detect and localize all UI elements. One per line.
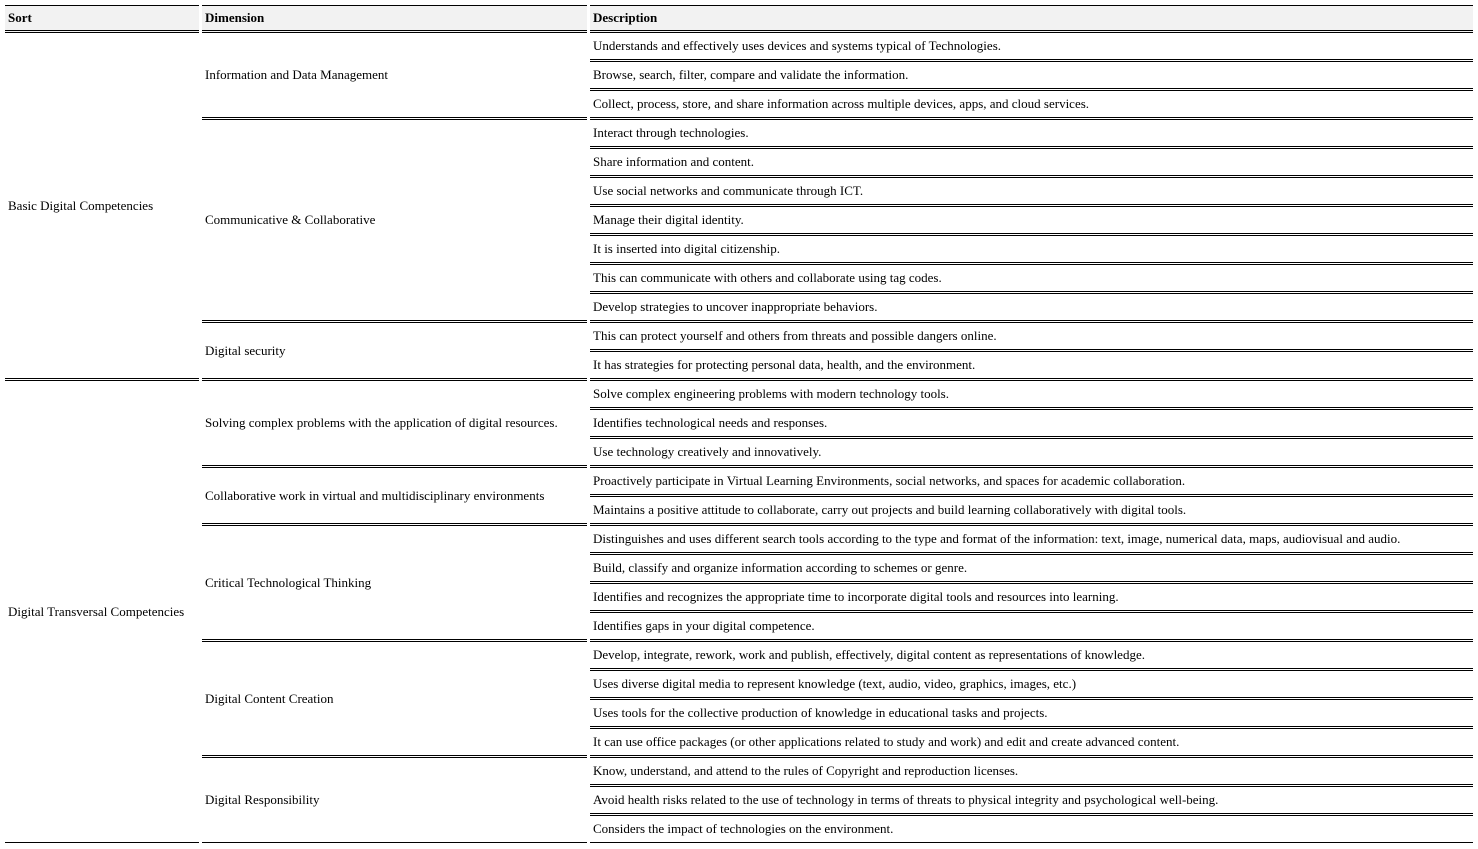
description-cell: Develop strategies to uncover inappropriate behaviors. xyxy=(590,294,1473,323)
description-cell: Uses tools for the collective production of knowledge in educational tasks and projects. xyxy=(590,700,1473,729)
dimension-cell: Information and Data Management xyxy=(202,33,587,120)
description-cell: Solve complex engineering problems with modern technology tools. xyxy=(590,381,1473,410)
description-cell: Use social networks and communicate through ICT. xyxy=(590,178,1473,207)
dimension-cell: Solving complex problems with the application of digital resources. xyxy=(202,381,587,468)
description-cell: Understands and effectively uses devices and systems typical of Technologies. xyxy=(590,33,1473,62)
table-row xyxy=(5,468,1473,497)
description-cell: Browse, search, filter, compare and validate the information. xyxy=(590,62,1473,91)
description-cell: This can communicate with others and collaborate using tag codes. xyxy=(590,265,1473,294)
header-row xyxy=(5,5,1473,33)
table-row xyxy=(5,758,1473,787)
competencies-table xyxy=(2,5,1476,843)
description-cell: Maintains a positive attitude to collaborate, carry out projects and build learning collaboratively with digital tools. xyxy=(590,497,1473,526)
description-cell: Identifies technological needs and responses. xyxy=(590,410,1473,439)
description-cell: It has strategies for protecting personal data, health, and the environment. xyxy=(590,352,1473,381)
dimension-cell: Critical Technological Thinking xyxy=(202,526,587,642)
sort-cell: Digital Transversal Competencies xyxy=(5,381,199,843)
description-cell: Share information and content. xyxy=(590,149,1473,178)
description-cell: Avoid health risks related to the use of technology in terms of threats to physical integrity and psychological well-being. xyxy=(590,787,1473,816)
description-cell: Know, understand, and attend to the rules of Copyright and reproduction licenses. xyxy=(590,758,1473,787)
table-row xyxy=(5,642,1473,671)
description-cell: It can use office packages (or other applications related to study and work) and edit and create advanced content. xyxy=(590,729,1473,758)
dimension-cell: Communicative & Collaborative xyxy=(202,120,587,323)
table-row xyxy=(5,381,1473,410)
description-cell: Develop, integrate, rework, work and publish, effectively, digital content as representations of knowledge. xyxy=(590,642,1473,671)
table-row xyxy=(5,323,1473,352)
description-cell: Considers the impact of technologies on the environment. xyxy=(590,816,1473,843)
sort-cell: Basic Digital Competencies xyxy=(5,33,199,381)
header-sort: Sort xyxy=(5,5,199,33)
description-cell: Build, classify and organize information according to schemes or genre. xyxy=(590,555,1473,584)
description-cell: Proactively participate in Virtual Learning Environments, social networks, and spaces for academic collaboration. xyxy=(590,468,1473,497)
header-dimension: Dimension xyxy=(202,5,587,33)
table-row xyxy=(5,526,1473,555)
table-body xyxy=(5,33,1473,843)
dimension-cell: Digital Responsibility xyxy=(202,758,587,843)
description-cell: Identifies and recognizes the appropriate time to incorporate digital tools and resources into learning. xyxy=(590,584,1473,613)
description-cell: Interact through technologies. xyxy=(590,120,1473,149)
description-cell: It is inserted into digital citizenship. xyxy=(590,236,1473,265)
description-cell: Collect, process, store, and share information across multiple devices, apps, and cloud services. xyxy=(590,91,1473,120)
description-cell: This can protect yourself and others from threats and possible dangers online. xyxy=(590,323,1473,352)
dimension-cell: Collaborative work in virtual and multidisciplinary environments xyxy=(202,468,587,526)
table-row xyxy=(5,33,1473,62)
description-cell: Manage their digital identity. xyxy=(590,207,1473,236)
header-description: Description xyxy=(590,5,1473,33)
table-row xyxy=(5,120,1473,149)
dimension-cell: Digital security xyxy=(202,323,587,381)
dimension-cell: Digital Content Creation xyxy=(202,642,587,758)
description-cell: Distinguishes and uses different search tools according to the type and format of the information: text, image, numerical data, maps, audiovisual and audio. xyxy=(590,526,1473,555)
description-cell: Use technology creatively and innovatively. xyxy=(590,439,1473,468)
description-cell: Identifies gaps in your digital competence. xyxy=(590,613,1473,642)
description-cell: Uses diverse digital media to represent knowledge (text, audio, video, graphics, images, etc.) xyxy=(590,671,1473,700)
